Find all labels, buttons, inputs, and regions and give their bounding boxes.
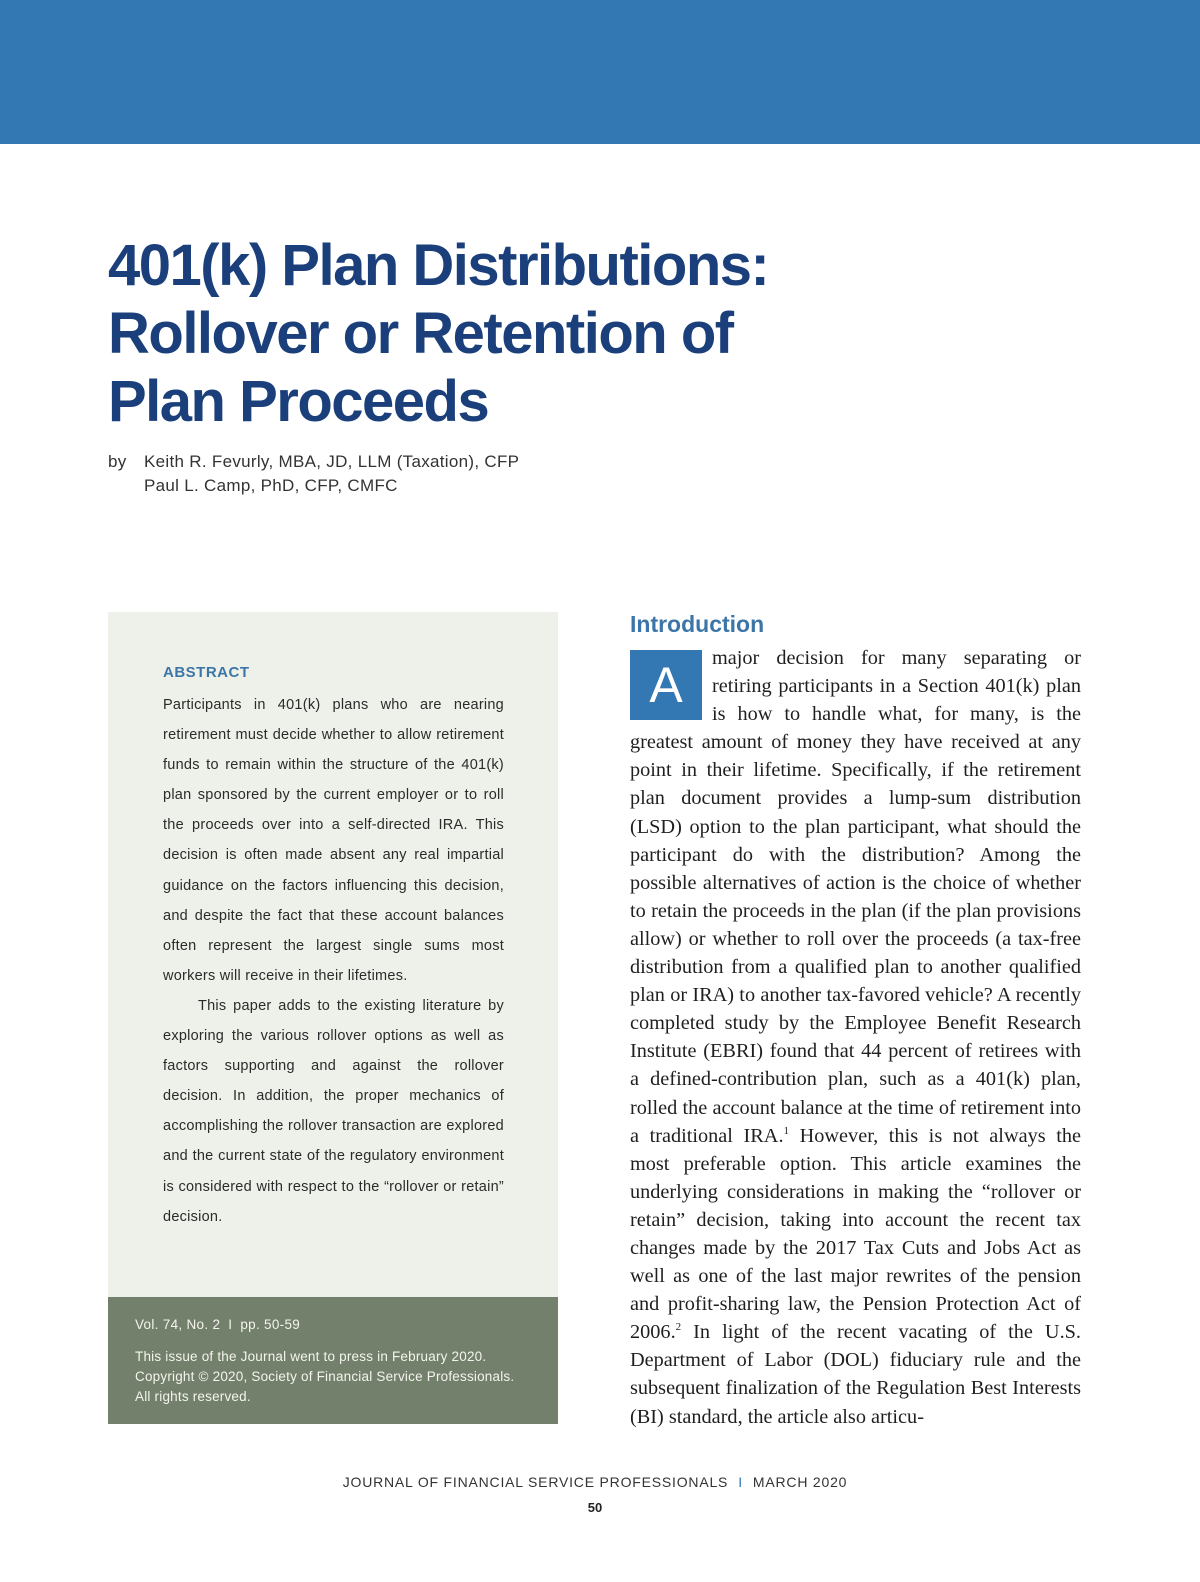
header-band bbox=[0, 0, 1200, 144]
issue-info-bar bbox=[108, 1297, 558, 1424]
title-line: Plan Proceeds bbox=[108, 369, 489, 434]
journal-name: JOURNAL OF FINANCIAL SERVICE PROFESSIONALS bbox=[342, 1474, 729, 1490]
body-text-segment: However, this is not always the most preferable option. This article examines the underlying considerations in making the “rollover or retain” decision, taking into account the recent tax changes made by the 2017 Tax Cuts and Jobs Act as well as one of the last major rewrites of the pension and profit-sharing law, the Pension Protection Act of 2006. bbox=[630, 1124, 1081, 1344]
abstract-heading: ABSTRACT bbox=[163, 664, 250, 681]
page-footer bbox=[0, 1474, 1190, 1490]
abstract-paragraph: Participants in 401(k) plans who are nearing retirement must decide whether to allow retirement funds to remain within the structure of the 401(k) plan sponsored by the current employer or to roll the proceeds over into a self-directed IRA. This decision is often made absent any real impartial guidance on the factors influencing this decision, and despite the fact that these account balances often represent the largest single sums most workers will receive in their lifetimes. bbox=[163, 697, 504, 984]
volume-separator: I bbox=[228, 1317, 233, 1332]
drop-cap: A bbox=[630, 650, 702, 720]
body-text-segment: In light of the recent vacating of the U.S. Department of Labor (DOL) fiduciary rule and the subsequent finalization of the Regulation Best Interests (BI) standard, the article also articu- bbox=[630, 1321, 1081, 1428]
article-title bbox=[108, 232, 768, 436]
body-paragraph bbox=[630, 644, 1081, 1431]
volume-number: Vol. 74, No. 2 bbox=[135, 1317, 221, 1332]
author-name: Paul L. Camp, PhD, CFP, CMFC bbox=[144, 476, 398, 495]
author-name: Keith R. Fevurly, MBA, JD, LLM (Taxation), CFP bbox=[144, 452, 520, 471]
page-number: 50 bbox=[587, 1500, 603, 1515]
by-label: by bbox=[108, 452, 127, 471]
abstract-paragraph: This paper adds to the existing literature by exploring the various rollover options as well as factors supporting and against the rollover decision. In addition, the proper mechanics of accomplishing the rollover transaction are explored and the current state of the regulatory environment is considered with respect to the “rollover or retain” decision. bbox=[163, 997, 504, 1225]
section-heading: Introduction bbox=[630, 611, 765, 637]
author-list bbox=[144, 450, 519, 498]
page-range: pp. 50-59 bbox=[240, 1317, 301, 1332]
press-line: Copyright © 2020, Society of Financial Service Professionals. bbox=[135, 1369, 515, 1384]
title-line: 401(k) Plan Distributions: bbox=[108, 233, 769, 298]
body-text-segment: major decision for many separating or retiring participants in a Section 401(k) plan is how to handle what, for many, is the greatest amount of money they have received at any point in their lifetime. Specifically, if the retirement plan document provides a lump-sum distribution (LSD) option to the plan participant, what should the participant do with the distribution? Among the possible alternatives of action is the choice of whether to retain the proceeds in the plan (if the plan provisions allow) or whether to roll over the proceeds (a tax-free distribution from a qualified plan to another qualified plan or IRA) to another tax-favored vehicle? A recently completed study by the Employee Benefit Research Institute (EBRI) found that 44 percent of retirees with a defined-contribution plan, such as a 401(k) plan, rolled the account balance at the time of retirement into a traditional IRA. bbox=[630, 647, 1081, 1147]
byline bbox=[108, 450, 519, 498]
press-note bbox=[135, 1347, 545, 1407]
abstract-box bbox=[108, 612, 558, 1424]
press-line: All rights reserved. bbox=[135, 1389, 251, 1404]
footnote-ref: 2 bbox=[675, 1321, 682, 1334]
footnote-ref: 1 bbox=[783, 1124, 790, 1137]
footer-separator: I bbox=[738, 1474, 743, 1490]
volume-line bbox=[135, 1317, 300, 1332]
issue-date: MARCH 2020 bbox=[752, 1474, 848, 1490]
abstract-body bbox=[163, 690, 504, 1232]
press-line: This issue of the Journal went to press in February 2020. bbox=[135, 1349, 487, 1364]
title-line: Rollover or Retention of bbox=[108, 301, 733, 366]
introduction-section bbox=[630, 608, 1081, 1431]
